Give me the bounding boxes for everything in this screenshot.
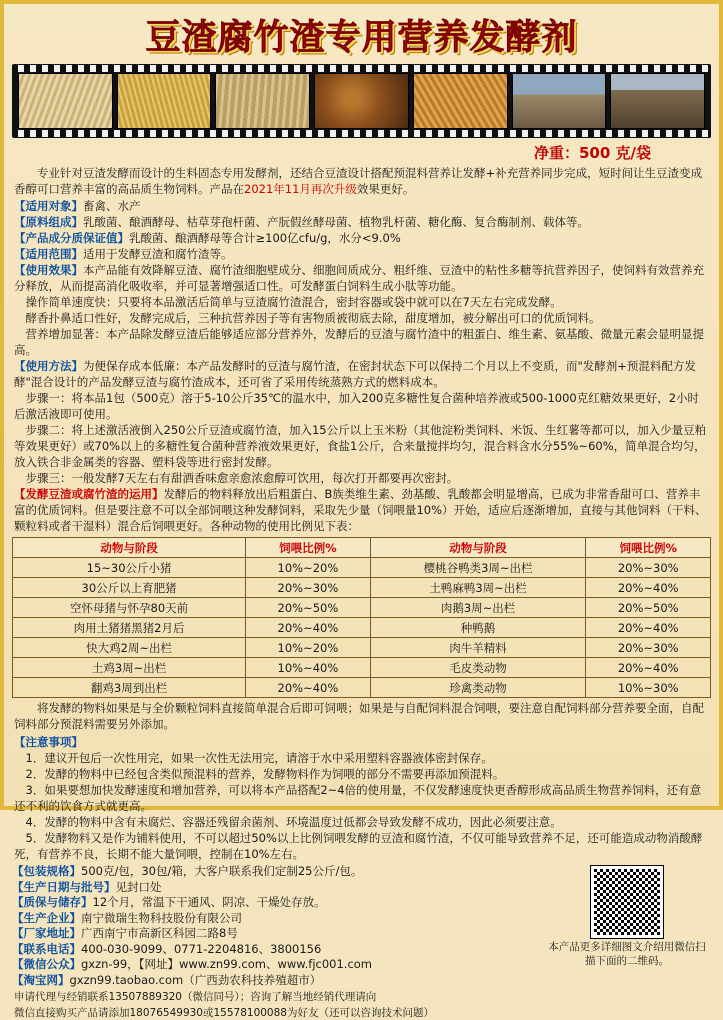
- col-ratio-right: 饲喂比例%: [586, 538, 711, 558]
- section-effects-heading: 【使用效果】: [14, 263, 83, 277]
- cell-ratio-left: 20%~50%: [246, 598, 371, 618]
- cell-stage-right: 珍禽类动物: [370, 678, 586, 698]
- photo-frame-4: [314, 73, 409, 129]
- net-weight: 净重：500 克/袋: [533, 144, 651, 162]
- cell-ratio-right: 20%~40%: [586, 578, 711, 598]
- field-target-value: 畜禽、水产: [83, 199, 141, 213]
- cell-stage-left: 快大鸡2周~出栏: [13, 638, 246, 658]
- info-address-key: 【厂家地址】: [12, 926, 81, 940]
- section-usage-line-0: 为便保存成本低廉：本产品发酵时的豆渣与腐竹渣，在密封状态下可以保持二个月以上不变质，而"发酵剂+预混料配方发酵"混合设计的产品发酵豆渣与腐竹渣成本，还可省了采用传统蒸熟方式的燃料成本。: [14, 359, 696, 389]
- info-manufacturer: [12, 911, 482, 927]
- section-usage-head-line: [14, 358, 709, 390]
- section-application-heading: 【发酵豆渣或腐竹渣的运用】: [14, 487, 164, 501]
- table-row: [13, 598, 711, 618]
- table-note: 将发酵的物料如果是与全价颗粒饲料直接简单混合后即可饲喂；如果是与自配饲料混合饲喂，要注意自配饲料部分营养要全面，自配饲料部分预混料需要另外添加。: [14, 701, 704, 731]
- section-effects-line-0: 本产品能有效降解豆渣、腐竹渣细胞壁成分、细胞间质成分、粗纤维、豆渣中的粘性多糖等抗营养因子，使饲料有效营养充分释放，从而提高消化吸收率，并可显著增强适口性。可发酵蛋白饲料生成小肽等功能。: [14, 263, 704, 293]
- info-packaging: [12, 864, 482, 880]
- section-effects: [14, 262, 709, 358]
- note-item: 4．发酵的物料中含有未腐烂、容器还残留余菌剂、环境温度过低都会导致发酵不成功，因此必须要注意。: [25, 815, 562, 829]
- footer-line-1: 申请代理与经销联系13507889320（微信同号）；咨询了解当地经销代理请向: [14, 991, 377, 1003]
- section-usage-step-2-wrap: [14, 422, 709, 470]
- field-target: [14, 198, 709, 214]
- cell-stage-left: 空怀母猪与怀孕80天前: [13, 598, 246, 618]
- table-row: [13, 578, 711, 598]
- info-shelflife-key: 【质保与储存】: [12, 895, 93, 909]
- field-guarantee-value: 乳酸菌、酿酒酵母等合计≥100亿cfu/g，水分<9.0%: [129, 231, 401, 245]
- section-effects-line-2: 酵香扑鼻适口性好，发酵完成后，三种抗营养因子等有害物质被彻底去除，甜度增加，被分解出可口的优质饲料。: [25, 311, 601, 325]
- cell-ratio-right: 20%~50%: [586, 598, 711, 618]
- cell-stage-right: 毛皮类动物: [370, 658, 586, 678]
- info-taobao-key: 【淘宝网】: [12, 972, 70, 987]
- intro-highlight: 2021年11月再次升级: [244, 182, 357, 196]
- info-batch: [12, 880, 482, 896]
- cell-ratio-right: 20%~30%: [586, 558, 711, 578]
- title-band: [12, 10, 711, 60]
- info-address: [12, 926, 482, 942]
- cell-ratio-left: 10%~20%: [246, 558, 371, 578]
- section-effects-line-3-wrap: [14, 326, 709, 358]
- col-ratio-left: 饲喂比例%: [246, 538, 371, 558]
- photo-frame-5: [413, 73, 508, 129]
- section-effects-line-3: 营养增加显著：本产品除发酵豆渣后能够适应部分营养外，发酵后的豆渣与腐竹渣中的粗蛋白、维生素、氨基酸、微量元素会显明显提高。: [14, 327, 704, 357]
- notes-heading: 【注意事项】: [14, 735, 83, 749]
- field-guarantee-key: 【产品成分质保证值】: [14, 231, 129, 245]
- qr-code-icon: [591, 866, 663, 938]
- photo-frame-2: [117, 73, 212, 129]
- field-target-key: 【适用对象】: [14, 199, 83, 213]
- info-shelflife: [12, 895, 482, 911]
- field-ingredients: [14, 214, 709, 230]
- intro-paragraph: [14, 165, 709, 197]
- qr-block: [547, 864, 707, 968]
- section-effects-line-1-wrap: [14, 294, 709, 310]
- cell-stage-right: 樱桃谷鸭类3周~出栏: [370, 558, 586, 578]
- feeding-ratio-table: [12, 537, 711, 698]
- table-header-row: [13, 538, 711, 558]
- note-item: 5．发酵物料又是作为铺料使用，不可以超过50%以上比例饲喂发酵的豆渣和腐竹渣，不仅可能导致营养不足，还可能造成动物消酸酵死，有营养不良，长期不能大量饲喂，控制在10%左右。: [14, 831, 703, 861]
- field-guarantee: [14, 230, 709, 246]
- cell-ratio-right: 20%~30%: [586, 638, 711, 658]
- note-item: 3．如果要想加快发酵速度和增加营养，可以将本产品搭配2~4倍的使用量，不仅发酵速度快更香醇形成高品质生物营养饲料，还有意还不利的饮食方式就更高。: [14, 783, 702, 813]
- col-animal-stage-right: 动物与阶段: [370, 538, 586, 558]
- info-wechat-key: 【微信公众】: [12, 957, 81, 971]
- section-usage-step-3-wrap: [14, 470, 709, 486]
- info-phone-key: 【联系电话】: [12, 941, 81, 956]
- cell-ratio-left: 20%~40%: [246, 618, 371, 638]
- table-row: [13, 678, 711, 698]
- cell-stage-left: 15~30公斤小猪: [13, 558, 246, 578]
- info-taobao: [12, 973, 482, 989]
- cell-ratio-right: 20%~40%: [586, 618, 711, 638]
- photo-frame-3: [215, 73, 310, 129]
- table-row: [13, 658, 711, 678]
- info-wechat-value: gxzn-99，【网址】www.zn99.com、www.fjc001.com: [81, 957, 373, 971]
- section-effects-line-2-wrap: [14, 310, 709, 326]
- section-application: [14, 486, 709, 534]
- field-ingredients-key: 【原料组成】: [14, 215, 83, 229]
- cell-stage-left: 土鸡3周~出栏: [13, 658, 246, 678]
- section-usage-heading: 【使用方法】: [14, 359, 83, 373]
- cell-stage-right: 种鸭鹅: [370, 618, 586, 638]
- table-row: [13, 638, 711, 658]
- note-item: 2．发酵的物料中已经包含类似预混料的营养，发酵物料作为饲喂的部分不需要再添加预混料。: [25, 767, 505, 781]
- notes-head-line: [14, 734, 709, 750]
- info-taobao-value: gxzn99.taobao.com（广西劲农科技养殖超市）: [69, 972, 322, 987]
- section-usage-step-1-wrap: [14, 390, 709, 422]
- section-scope-line: 适用于发酵豆渣和腐竹渣等。: [83, 247, 233, 261]
- info-phone-value: 400-030-9099、0771-2204816、3800156: [81, 941, 322, 956]
- bottom-info-block: [12, 864, 711, 988]
- section-usage-step-3: 步骤三：一般发酵7天左右有甜酒香味愈亲愈浓愈醇可饮用，每次打开都要再次密封。: [25, 471, 459, 485]
- info-batch-value: 见封口处: [115, 879, 162, 894]
- cell-ratio-left: 10%~20%: [246, 638, 371, 658]
- info-packaging-key: 【包装规格】: [12, 864, 81, 878]
- section-application-line: 发酵后的物料释放出后粗蛋白、B族类维生素、劲基酸、乳酸都会明显增高，已成为非常香甜可口、营养丰富的优质饲料。但是要注意不可以全部饲喂这种发酵饲料，采取先少量（饲喂量10%）开始，适应后逐渐增加，直接与其他饲料（干料、颗粒料或者干湿料）混合后饲喂更好。各种动物的使用比例见下表：: [14, 487, 707, 533]
- page-title: 豆渣腐竹渣专用营养发酵剂: [145, 18, 578, 58]
- info-wechat: [12, 957, 482, 973]
- intro-text: 专业针对豆渣发酵而设计的生料固态专用发酵剂，还结合豆渣设计搭配预混料营养让发酵+补充营养同步完成，短时间让生豆渣变成香醇可口营养丰富的高品质生物饲料。产品在: [14, 166, 703, 196]
- footer-line-2: 微信直接购买产品请添加18076549930或15578100088为好友（还可以咨询技术问题）: [14, 1007, 434, 1019]
- cell-stage-right: 肉鹅3周~出栏: [370, 598, 586, 618]
- table-row: [13, 558, 711, 578]
- cell-stage-left: 肉用土猪猪黑猪2月后: [13, 618, 246, 638]
- notes-block: [14, 734, 709, 862]
- cell-stage-left: 30公斤以上育肥猪: [13, 578, 246, 598]
- section-effects-head-line: [14, 262, 709, 294]
- section-usage-step-2: 步骤二：将上述激活液倒入250公斤豆渣或腐竹渣，加入15公斤以上玉米粉（其他淀粉类饲料、米饭、生红薯等都可以，加入少量豆粕等效果更好）或70%以上的多糖性复合菌种营养液效果更好，食盐1公斤，合来量搅拌均匀，混合料含水分55%~60%，简单混合均匀，放入铁合非金属类的容器、塑料袋等进行密封发酵。: [14, 423, 707, 469]
- info-address-value: 广西南宁市高新区科园二路8号: [81, 926, 238, 940]
- photo-frame-7: [610, 73, 705, 129]
- cell-ratio-left: 20%~40%: [246, 678, 371, 698]
- section-scope-heading: 【适用范围】: [14, 247, 83, 261]
- photo-frame-1: [18, 73, 113, 129]
- table-row: [13, 618, 711, 638]
- cell-ratio-left: 10%~40%: [246, 658, 371, 678]
- col-animal-stage-left: 动物与阶段: [13, 538, 246, 558]
- section-usage-step-1: 步骤一：将本品1包（500克）溶于5-10公斤35℃的温水中，加入200克多糖性复合菌种培养液或500-1000克红糖效果更好，2小时后激活液即可使用。: [14, 391, 700, 421]
- section-scope: [14, 246, 709, 262]
- field-ingredients-value: 乳酸菌、酿酒酵母、枯草芽孢杆菌、产朊假丝酵母菌、植物乳杆菌、糖化酶、复合酶制剂、载体等。: [83, 215, 589, 229]
- info-manufacturer-key: 【生产企业】: [12, 910, 81, 925]
- info-shelflife-value: 12个月，常温下干通风、阴凉、干燥处存放。: [92, 895, 326, 909]
- section-effects-line-1: 操作简单速度快：只要将本品激活后简单与豆渣腐竹渣混合，密封容器或袋中就可以在7天左右完成发酵。: [25, 295, 562, 309]
- cell-stage-left: 翻鸡3周到出栏: [13, 678, 246, 698]
- info-manufacturer-value: 南宁微瑞生物科技股份有限公司: [81, 910, 242, 925]
- cell-stage-right: 肉牛羊精料: [370, 638, 586, 658]
- qr-caption: 本产品更多详细图文介绍用微信扫描下面的二维码。: [548, 941, 706, 967]
- company-info: [12, 864, 482, 988]
- note-item: 1．建议开包后一次性用完，如果一次性无法用完，请溶于水中采用塑料容器液体密封保存。: [25, 751, 493, 765]
- info-batch-key: 【生产日期与批号】: [12, 879, 116, 894]
- section-usage: [14, 358, 709, 486]
- photo-frame-6: [512, 73, 607, 129]
- intro-end: 效果更好。: [356, 182, 415, 196]
- cell-ratio-right: 10%~30%: [586, 678, 711, 698]
- info-packaging-value: 500克/包，30包/箱，大客户联系我们定制25公斤/包。: [81, 864, 363, 878]
- cell-ratio-right: 20%~40%: [586, 658, 711, 678]
- cell-ratio-left: 20%~30%: [246, 578, 371, 598]
- cell-stage-right: 土鸭麻鸭3周~出栏: [370, 578, 586, 598]
- info-phone: [12, 942, 482, 958]
- photo-film-strip: [12, 64, 711, 138]
